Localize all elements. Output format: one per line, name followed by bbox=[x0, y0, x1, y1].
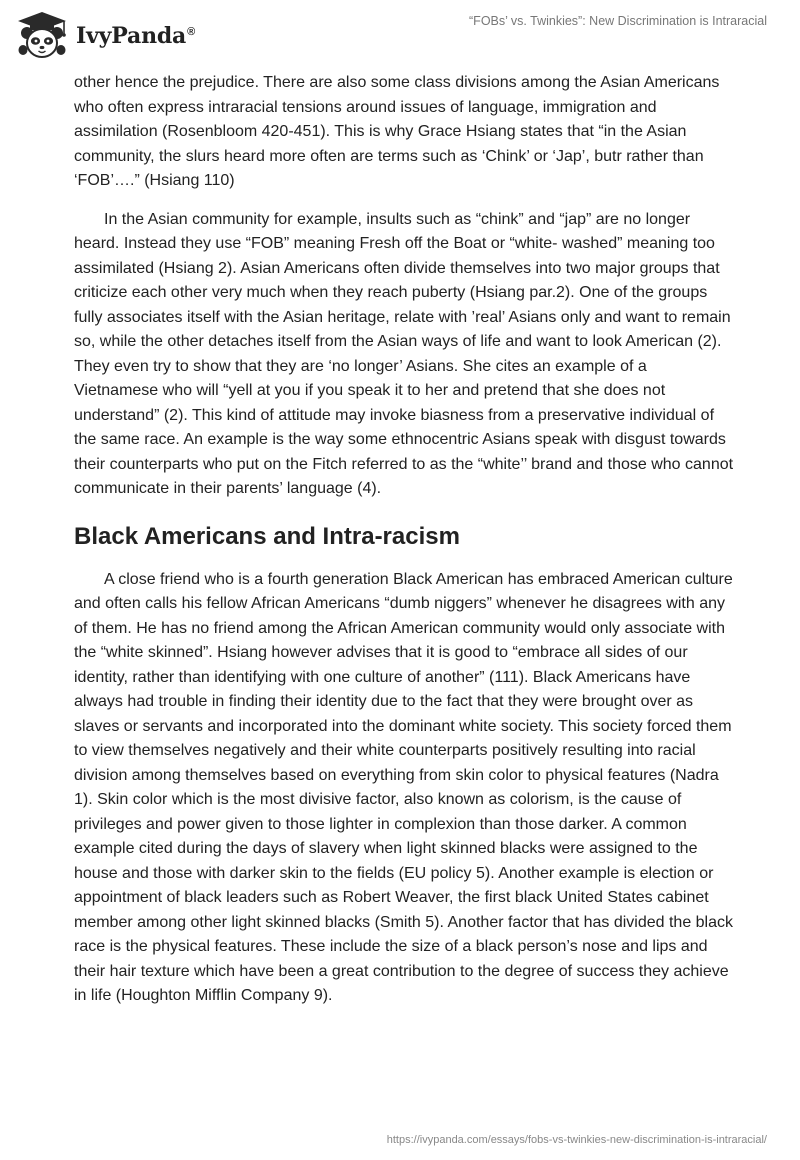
essay-body bbox=[74, 71, 734, 1023]
page-title: “FOBs’ vs. Twinkies”: New Discrimination is Intraracial bbox=[469, 14, 767, 28]
paragraph-1: other hence the prejudice. There are also some class divisions among the Asian Americans who often express intraracial tensions around issues of language, immigration and assimilation (Rosenbloom 420-451). This is why Grace Hsiang states that “in the Asian community, the slurs heard more often are terms such as ‘Chink’ or ‘Jap’, butr rather than ‘FOB’….” (Hsiang 110) bbox=[74, 74, 720, 189]
logo-text: IvyPanda® bbox=[76, 23, 196, 49]
paragraph-3: A close friend who is a fourth generation Black American has embraced American culture and often calls his fellow African Americans “dumb niggers” whenever he disagrees with any of them. He has no friend among the African American community would only associate with the “white skinned”. Hsiang however advises that it is good to “embrace all sides of our identity, rather than identifying with one culture of another” (111). Black Americans have always had trouble in finding their identity due to the fact that they were brought over as slaves or servants and incorporated into the dominant white society. This society forced them to view themselves negatively and their white counterparts positively resulting into racial division among themselves based on everything from skin color to physical features (Nadra 1). Skin color which is the most divisive factor, also known as colorism, is the cause of privileges and power given to those lighter in complexion than those darker. A common example cited during the days of slavery when light skinned blacks were assigned to the house and those with darker skin to the fields (EU policy 5). Another example is election or appointment of black leaders such as Robert Weaver, the first black United States cabinet member among other light skinned blacks (Smith 5). Another factor that has divided the black race is the physical features. These include the size of a black person’s nose and lips and their hair texture which have been a great contribution to the degree of success they achieve in life (Houghton Mifflin Company 9). bbox=[74, 570, 734, 1004]
paragraph-2: In the Asian community for example, insults such as “chink” and “jap” are no longer heard. Instead they use “FOB” meaning Fresh off the Boat or “white- washed” meaning too assimilated (Hsiang 2). Asian Americans often divide themselves into two major groups that criticize each other very much when they reach puberty (Hsiang par.2). One of the groups fully associates itself with the Asian heritage, relate with ’real’ Asians only and want to remain so, while the other detaches itself from the Asian ways of life and want to look American (2). They even try to show that they are ‘no longer’ Asians. She cites an example of a Vietnamese who will “yell at you if you speak it to her and pretend that she does not understand” (2). This kind of attitude may invoke biasness from a preservative individual of the same race. An example is the way some ethnocentric Asians speak with disgust towards their counterparts who put on the Fitch referred to as the “white’’ brand and those who cannot communicate in their parents’ language (4). bbox=[74, 210, 734, 497]
source-url[interactable]: https://ivypanda.com/essays/fobs-vs-twinkies-new-discrimination-is-intraracial/ bbox=[386, 1134, 767, 1146]
page-header bbox=[0, 0, 800, 70]
panda-graduate-icon bbox=[14, 10, 70, 62]
registered-mark: ® bbox=[187, 25, 196, 38]
section-heading: Black Americans and Intra-racism bbox=[74, 522, 460, 550]
ivypanda-logo[interactable] bbox=[14, 10, 195, 62]
